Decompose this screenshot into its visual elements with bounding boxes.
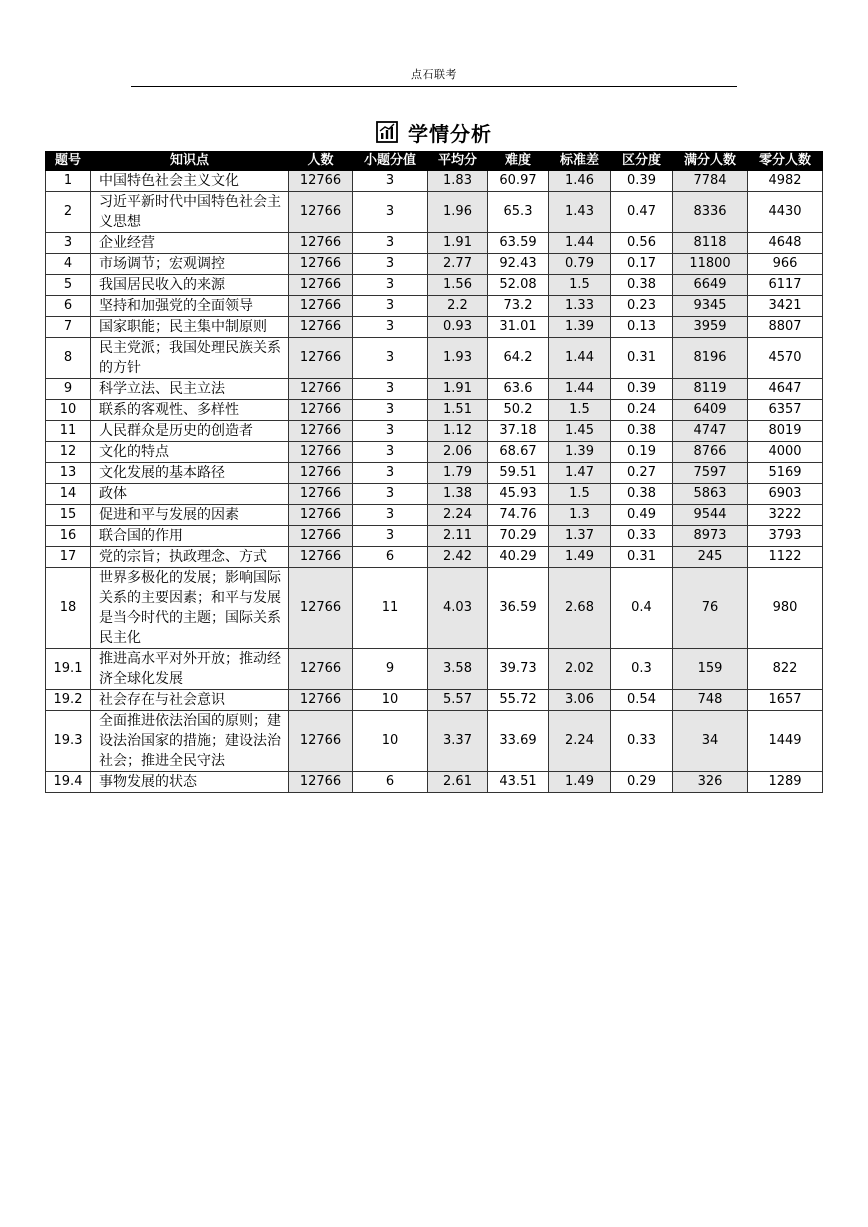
cell-full-count: 6409	[673, 400, 748, 421]
cell-discrimination: 0.38	[611, 484, 673, 505]
cell-zero-count: 4648	[748, 233, 823, 254]
cell-difficulty: 63.6	[488, 379, 549, 400]
cell-count: 12766	[289, 526, 353, 547]
table-row	[46, 379, 823, 400]
cell-score: 3	[353, 526, 428, 547]
cell-knowledge: 社会存在与社会意识	[91, 690, 289, 711]
cell-count: 12766	[289, 484, 353, 505]
cell-zero-count: 6903	[748, 484, 823, 505]
cell-discrimination: 0.13	[611, 317, 673, 338]
cell-score: 3	[353, 379, 428, 400]
cell-sd: 1.44	[549, 233, 611, 254]
col-header-sd: 标准差	[549, 152, 611, 171]
cell-discrimination: 0.54	[611, 690, 673, 711]
cell-discrimination: 0.29	[611, 772, 673, 793]
cell-sd: 1.46	[549, 171, 611, 192]
cell-zero-count: 8807	[748, 317, 823, 338]
cell-avg: 1.79	[428, 463, 488, 484]
cell-full-count: 8119	[673, 379, 748, 400]
cell-id: 2	[46, 192, 91, 233]
cell-count: 12766	[289, 690, 353, 711]
cell-sd: 1.47	[549, 463, 611, 484]
table-row	[46, 711, 823, 772]
cell-full-count: 11800	[673, 254, 748, 275]
cell-discrimination: 0.47	[611, 192, 673, 233]
cell-id: 11	[46, 421, 91, 442]
cell-full-count: 8196	[673, 338, 748, 379]
cell-avg: 0.93	[428, 317, 488, 338]
cell-discrimination: 0.33	[611, 526, 673, 547]
col-header-score: 小题分值	[353, 152, 428, 171]
col-header-discrimination: 区分度	[611, 152, 673, 171]
cell-sd: 1.5	[549, 275, 611, 296]
cell-id: 17	[46, 547, 91, 568]
cell-knowledge: 我国居民收入的来源	[91, 275, 289, 296]
cell-zero-count: 4000	[748, 442, 823, 463]
cell-zero-count: 1449	[748, 711, 823, 772]
col-header-id: 题号	[46, 152, 91, 171]
cell-avg: 2.42	[428, 547, 488, 568]
cell-difficulty: 37.18	[488, 421, 549, 442]
cell-knowledge: 民主党派；我国处理民族关系的方针	[91, 338, 289, 379]
cell-avg: 1.51	[428, 400, 488, 421]
cell-difficulty: 65.3	[488, 192, 549, 233]
cell-knowledge: 事物发展的状态	[91, 772, 289, 793]
cell-knowledge: 世界多极化的发展；影响国际关系的主要因素；和平与发展是当今时代的主题；国际关系民主化	[91, 568, 289, 649]
cell-avg: 5.57	[428, 690, 488, 711]
cell-avg: 1.91	[428, 233, 488, 254]
cell-avg: 2.2	[428, 296, 488, 317]
chart-icon	[376, 121, 398, 143]
cell-zero-count: 980	[748, 568, 823, 649]
cell-zero-count: 3793	[748, 526, 823, 547]
cell-count: 12766	[289, 442, 353, 463]
table-row	[46, 772, 823, 793]
cell-knowledge: 坚持和加强党的全面领导	[91, 296, 289, 317]
cell-score: 3	[353, 296, 428, 317]
table-row	[46, 296, 823, 317]
cell-count: 12766	[289, 379, 353, 400]
cell-zero-count: 4647	[748, 379, 823, 400]
cell-count: 12766	[289, 171, 353, 192]
cell-id: 5	[46, 275, 91, 296]
cell-full-count: 8118	[673, 233, 748, 254]
cell-sd: 0.79	[549, 254, 611, 275]
analysis-table	[45, 151, 823, 793]
cell-count: 12766	[289, 233, 353, 254]
cell-id: 12	[46, 442, 91, 463]
cell-knowledge: 文化的特点	[91, 442, 289, 463]
cell-sd: 1.44	[549, 379, 611, 400]
cell-avg: 1.12	[428, 421, 488, 442]
cell-full-count: 34	[673, 711, 748, 772]
cell-full-count: 6649	[673, 275, 748, 296]
cell-discrimination: 0.31	[611, 338, 673, 379]
cell-sd: 1.33	[549, 296, 611, 317]
col-header-avg: 平均分	[428, 152, 488, 171]
cell-knowledge: 企业经营	[91, 233, 289, 254]
cell-zero-count: 822	[748, 649, 823, 690]
cell-id: 3	[46, 233, 91, 254]
cell-score: 3	[353, 233, 428, 254]
col-header-difficulty: 难度	[488, 152, 549, 171]
cell-count: 12766	[289, 338, 353, 379]
cell-score: 10	[353, 711, 428, 772]
cell-zero-count: 1122	[748, 547, 823, 568]
cell-id: 10	[46, 400, 91, 421]
cell-full-count: 3959	[673, 317, 748, 338]
col-header-count: 人数	[289, 152, 353, 171]
cell-score: 3	[353, 505, 428, 526]
cell-avg: 1.56	[428, 275, 488, 296]
cell-score: 11	[353, 568, 428, 649]
cell-discrimination: 0.33	[611, 711, 673, 772]
cell-difficulty: 63.59	[488, 233, 549, 254]
cell-score: 3	[353, 484, 428, 505]
cell-difficulty: 68.67	[488, 442, 549, 463]
cell-full-count: 8766	[673, 442, 748, 463]
cell-avg: 2.24	[428, 505, 488, 526]
cell-zero-count: 6357	[748, 400, 823, 421]
cell-sd: 1.5	[549, 400, 611, 421]
cell-difficulty: 52.08	[488, 275, 549, 296]
cell-id: 4	[46, 254, 91, 275]
cell-sd: 2.24	[549, 711, 611, 772]
cell-score: 10	[353, 690, 428, 711]
cell-discrimination: 0.49	[611, 505, 673, 526]
cell-count: 12766	[289, 649, 353, 690]
cell-zero-count: 966	[748, 254, 823, 275]
cell-knowledge: 推进高水平对外开放；推动经济全球化发展	[91, 649, 289, 690]
table-row	[46, 171, 823, 192]
cell-full-count: 326	[673, 772, 748, 793]
cell-knowledge: 全面推进依法治国的原则；建设法治国家的措施；建设法治社会；推进全民守法	[91, 711, 289, 772]
cell-sd: 1.39	[549, 317, 611, 338]
cell-zero-count: 8019	[748, 421, 823, 442]
cell-full-count: 9544	[673, 505, 748, 526]
cell-score: 3	[353, 254, 428, 275]
cell-difficulty: 33.69	[488, 711, 549, 772]
table-row	[46, 649, 823, 690]
table-row	[46, 484, 823, 505]
cell-id: 15	[46, 505, 91, 526]
cell-avg: 3.58	[428, 649, 488, 690]
cell-difficulty: 73.2	[488, 296, 549, 317]
cell-score: 3	[353, 171, 428, 192]
cell-difficulty: 92.43	[488, 254, 549, 275]
cell-count: 12766	[289, 275, 353, 296]
cell-discrimination: 0.4	[611, 568, 673, 649]
cell-id: 19.2	[46, 690, 91, 711]
col-header-full-count: 满分人数	[673, 152, 748, 171]
cell-count: 12766	[289, 254, 353, 275]
cell-id: 19.1	[46, 649, 91, 690]
cell-zero-count: 4982	[748, 171, 823, 192]
table-row	[46, 463, 823, 484]
table-row	[46, 254, 823, 275]
cell-score: 3	[353, 421, 428, 442]
cell-discrimination: 0.39	[611, 379, 673, 400]
cell-difficulty: 39.73	[488, 649, 549, 690]
cell-difficulty: 45.93	[488, 484, 549, 505]
cell-avg: 2.06	[428, 442, 488, 463]
cell-score: 3	[353, 463, 428, 484]
cell-avg: 2.61	[428, 772, 488, 793]
cell-sd: 2.02	[549, 649, 611, 690]
cell-discrimination: 0.3	[611, 649, 673, 690]
cell-id: 19.3	[46, 711, 91, 772]
cell-knowledge: 国家职能；民主集中制原则	[91, 317, 289, 338]
cell-avg: 1.91	[428, 379, 488, 400]
cell-zero-count: 1657	[748, 690, 823, 711]
cell-sd: 1.39	[549, 442, 611, 463]
cell-discrimination: 0.56	[611, 233, 673, 254]
cell-score: 3	[353, 192, 428, 233]
col-header-knowledge: 知识点	[91, 152, 289, 171]
cell-score: 3	[353, 275, 428, 296]
table-row	[46, 400, 823, 421]
header-divider	[131, 86, 737, 87]
table-row	[46, 526, 823, 547]
cell-score: 9	[353, 649, 428, 690]
cell-count: 12766	[289, 547, 353, 568]
cell-knowledge: 中国特色社会主义文化	[91, 171, 289, 192]
cell-count: 12766	[289, 296, 353, 317]
cell-discrimination: 0.38	[611, 421, 673, 442]
cell-id: 8	[46, 338, 91, 379]
cell-knowledge: 文化发展的基本路径	[91, 463, 289, 484]
cell-full-count: 76	[673, 568, 748, 649]
cell-sd: 2.68	[549, 568, 611, 649]
cell-count: 12766	[289, 192, 353, 233]
cell-zero-count: 3421	[748, 296, 823, 317]
cell-zero-count: 4430	[748, 192, 823, 233]
cell-full-count: 5863	[673, 484, 748, 505]
cell-id: 1	[46, 171, 91, 192]
cell-sd: 1.5	[549, 484, 611, 505]
cell-score: 6	[353, 547, 428, 568]
table-row	[46, 505, 823, 526]
cell-id: 9	[46, 379, 91, 400]
cell-zero-count: 5169	[748, 463, 823, 484]
table-header-row	[46, 152, 823, 171]
cell-discrimination: 0.23	[611, 296, 673, 317]
cell-zero-count: 3222	[748, 505, 823, 526]
cell-score: 3	[353, 400, 428, 421]
table-row	[46, 568, 823, 649]
cell-count: 12766	[289, 317, 353, 338]
cell-full-count: 7784	[673, 171, 748, 192]
cell-difficulty: 36.59	[488, 568, 549, 649]
cell-difficulty: 74.76	[488, 505, 549, 526]
cell-discrimination: 0.27	[611, 463, 673, 484]
cell-discrimination: 0.38	[611, 275, 673, 296]
table-row	[46, 547, 823, 568]
cell-avg: 3.37	[428, 711, 488, 772]
table-row	[46, 317, 823, 338]
cell-full-count: 8973	[673, 526, 748, 547]
cell-full-count: 7597	[673, 463, 748, 484]
cell-score: 3	[353, 317, 428, 338]
table-row	[46, 233, 823, 254]
cell-count: 12766	[289, 711, 353, 772]
cell-id: 18	[46, 568, 91, 649]
cell-full-count: 159	[673, 649, 748, 690]
cell-count: 12766	[289, 505, 353, 526]
title-bar	[0, 117, 868, 147]
cell-full-count: 8336	[673, 192, 748, 233]
cell-count: 12766	[289, 421, 353, 442]
cell-full-count: 9345	[673, 296, 748, 317]
cell-full-count: 245	[673, 547, 748, 568]
cell-difficulty: 60.97	[488, 171, 549, 192]
page-header: 点石联考	[411, 68, 457, 81]
cell-count: 12766	[289, 772, 353, 793]
cell-avg: 1.38	[428, 484, 488, 505]
cell-discrimination: 0.31	[611, 547, 673, 568]
cell-knowledge: 联合国的作用	[91, 526, 289, 547]
cell-sd: 1.37	[549, 526, 611, 547]
table-row	[46, 338, 823, 379]
cell-count: 12766	[289, 463, 353, 484]
cell-full-count: 4747	[673, 421, 748, 442]
cell-avg: 4.03	[428, 568, 488, 649]
cell-score: 3	[353, 338, 428, 379]
cell-knowledge: 习近平新时代中国特色社会主义思想	[91, 192, 289, 233]
cell-avg: 1.96	[428, 192, 488, 233]
cell-sd: 1.49	[549, 547, 611, 568]
cell-sd: 3.06	[549, 690, 611, 711]
cell-avg: 1.83	[428, 171, 488, 192]
page-title: 学情分析	[408, 121, 492, 146]
cell-id: 14	[46, 484, 91, 505]
cell-count: 12766	[289, 568, 353, 649]
cell-knowledge: 市场调节；宏观调控	[91, 254, 289, 275]
cell-sd: 1.43	[549, 192, 611, 233]
cell-zero-count: 4570	[748, 338, 823, 379]
cell-score: 3	[353, 442, 428, 463]
cell-zero-count: 6117	[748, 275, 823, 296]
table-row	[46, 275, 823, 296]
cell-difficulty: 31.01	[488, 317, 549, 338]
cell-sd: 1.44	[549, 338, 611, 379]
cell-count: 12766	[289, 400, 353, 421]
cell-id: 16	[46, 526, 91, 547]
cell-discrimination: 0.39	[611, 171, 673, 192]
cell-difficulty: 64.2	[488, 338, 549, 379]
cell-id: 13	[46, 463, 91, 484]
cell-knowledge: 人民群众是历史的创造者	[91, 421, 289, 442]
cell-difficulty: 55.72	[488, 690, 549, 711]
cell-knowledge: 科学立法、民主立法	[91, 379, 289, 400]
cell-knowledge: 促进和平与发展的因素	[91, 505, 289, 526]
cell-discrimination: 0.24	[611, 400, 673, 421]
cell-knowledge: 联系的客观性、多样性	[91, 400, 289, 421]
cell-sd: 1.49	[549, 772, 611, 793]
table-row	[46, 421, 823, 442]
cell-score: 6	[353, 772, 428, 793]
cell-sd: 1.45	[549, 421, 611, 442]
cell-sd: 1.3	[549, 505, 611, 526]
table-row	[46, 442, 823, 463]
cell-difficulty: 40.29	[488, 547, 549, 568]
table-row	[46, 192, 823, 233]
cell-avg: 2.11	[428, 526, 488, 547]
cell-id: 19.4	[46, 772, 91, 793]
cell-discrimination: 0.17	[611, 254, 673, 275]
table-row	[46, 690, 823, 711]
cell-zero-count: 1289	[748, 772, 823, 793]
cell-avg: 2.77	[428, 254, 488, 275]
cell-id: 6	[46, 296, 91, 317]
cell-discrimination: 0.19	[611, 442, 673, 463]
cell-avg: 1.93	[428, 338, 488, 379]
cell-difficulty: 43.51	[488, 772, 549, 793]
cell-id: 7	[46, 317, 91, 338]
cell-difficulty: 59.51	[488, 463, 549, 484]
cell-difficulty: 70.29	[488, 526, 549, 547]
cell-knowledge: 党的宗旨；执政理念、方式	[91, 547, 289, 568]
cell-full-count: 748	[673, 690, 748, 711]
cell-knowledge: 政体	[91, 484, 289, 505]
col-header-zero-count: 零分人数	[748, 152, 823, 171]
cell-difficulty: 50.2	[488, 400, 549, 421]
